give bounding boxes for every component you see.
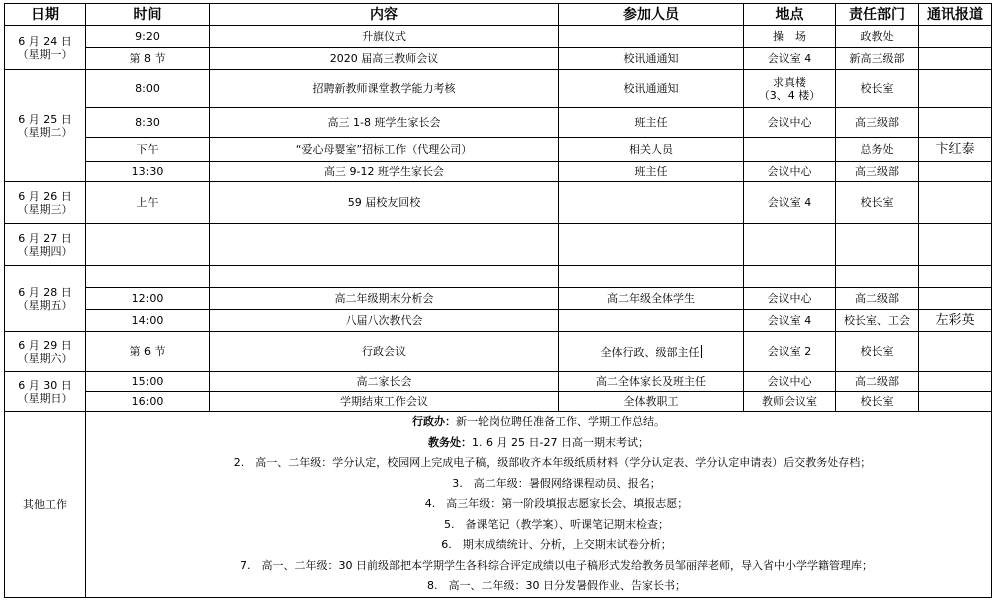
other-work-row xyxy=(5,412,992,598)
table-row xyxy=(5,108,992,138)
reporter-cell xyxy=(919,182,992,224)
list-item: 6. 期末成绩统计、分析，上交期末试卷分析； xyxy=(441,538,672,552)
department-cell xyxy=(836,224,919,266)
reporter-cell xyxy=(919,266,992,288)
location-cell: 会议室 4 xyxy=(744,48,836,70)
weekday-label: （星期六） xyxy=(17,351,73,365)
list-item: 5. 备课笔记（教学案）、听课笔记期末检查； xyxy=(444,517,669,531)
time-cell: 第 8 节 xyxy=(86,48,210,70)
list-item: 3. 高二年级：暑假网络课程动员、报名； xyxy=(452,476,661,490)
date-cell-jun27 xyxy=(5,224,86,266)
weekday-label: （星期一） xyxy=(17,47,73,61)
time-cell: 14:00 xyxy=(86,310,210,332)
date-cell-jun29 xyxy=(5,332,86,372)
participants-cell: 相关人员 xyxy=(559,138,744,162)
time-cell: 16:00 xyxy=(86,392,210,412)
weekday-label: （星期四） xyxy=(17,244,73,258)
content-cell: 行政会议 xyxy=(210,332,559,372)
list-item: 8. 高一、二年级：30 日分发暑假作业、告家长书； xyxy=(427,579,686,593)
content-cell: 高二年级期末分析会 xyxy=(210,288,559,310)
reporter-cell xyxy=(919,392,992,412)
participants-cell: 高二全体家长及班主任 xyxy=(559,372,744,392)
weekly-schedule-table xyxy=(4,3,992,598)
location-cell: 教师会议室 xyxy=(744,392,836,412)
department-cell: 校长室 xyxy=(836,182,919,224)
header-content: 内容 xyxy=(210,4,559,26)
table-row xyxy=(5,266,992,288)
reporter-cell xyxy=(919,372,992,392)
location-cell: 会议中心 xyxy=(744,162,836,182)
time-cell: 8:30 xyxy=(86,108,210,138)
content-cell: 八届八次教代会 xyxy=(210,310,559,332)
date-cell-jun25 xyxy=(5,70,86,182)
department-cell: 总务处 xyxy=(836,138,919,162)
department-cell: 校长室、工会 xyxy=(836,310,919,332)
table-row xyxy=(5,48,992,70)
reporter-cell xyxy=(919,48,992,70)
table-row xyxy=(5,26,992,48)
table-row xyxy=(5,182,992,224)
list-item: 4. 高三年级：第一阶段填报志愿家长会、填报志愿； xyxy=(424,497,689,511)
header-row xyxy=(5,4,992,26)
date-cell-jun24 xyxy=(5,26,86,70)
table-row xyxy=(5,392,992,412)
content-cell: 高三 1-8 班学生家长会 xyxy=(210,108,559,138)
academic-text: 1. 6 月 25 日-27 日高一期末考试； xyxy=(472,435,649,449)
participants-cell: 校讯通通知 xyxy=(559,70,744,108)
weekday-label: （星期二） xyxy=(17,125,73,139)
content-cell: 招聘新教师课堂教学能力考核 xyxy=(210,70,559,108)
table-row xyxy=(5,138,992,162)
time-cell: 9:20 xyxy=(86,26,210,48)
content-cell: 学期结束工作会议 xyxy=(210,392,559,412)
content-cell: “爱心母婴室”招标工作（代理公司） xyxy=(210,138,559,162)
content-cell xyxy=(210,266,559,288)
participants-cell xyxy=(559,310,744,332)
reporter-cell xyxy=(919,224,992,266)
date-cell-jun30 xyxy=(5,372,86,412)
reporter-cell: 卞红泰 xyxy=(919,138,992,162)
text-cursor xyxy=(701,345,702,358)
department-cell: 政教处 xyxy=(836,26,919,48)
weekday-label: （星期三） xyxy=(17,202,73,216)
academic-label: 教务处： xyxy=(428,435,473,449)
location-cell: 会议中心 xyxy=(744,288,836,310)
date-label: 6 月 29 日 xyxy=(18,338,72,352)
participants-cell: 高二年级全体学生 xyxy=(559,288,744,310)
date-label: 6 月 26 日 xyxy=(18,189,72,203)
location-cell: 求真楼 （3、4 楼） xyxy=(744,70,836,108)
location-cell: 会议室 4 xyxy=(744,182,836,224)
department-cell: 高三级部 xyxy=(836,162,919,182)
list-item: 7. 高一、二年级：30 日前级部把本学期学生各科综合评定成绩以电子稿形式发给教务员邹丽萍老师，导入省中小学学籍管理库； xyxy=(240,558,873,572)
location-cell: 会议中心 xyxy=(744,108,836,138)
department-cell: 新高三级部 xyxy=(836,48,919,70)
other-work-label: 其他工作 xyxy=(5,412,86,598)
location-cell xyxy=(744,138,836,162)
table-row xyxy=(5,372,992,392)
time-cell: 13:30 xyxy=(86,162,210,182)
table-row xyxy=(5,310,992,332)
admin-text: 新一轮岗位聘任准备工作、学期工作总结。 xyxy=(456,415,665,429)
table-row xyxy=(5,288,992,310)
content-cell: 高二家长会 xyxy=(210,372,559,392)
content-cell: 高三 9-12 班学生家长会 xyxy=(210,162,559,182)
time-cell: 12:00 xyxy=(86,288,210,310)
participants-cell xyxy=(559,182,744,224)
table-row xyxy=(5,70,992,108)
time-cell: 8:00 xyxy=(86,70,210,108)
department-cell xyxy=(836,266,919,288)
header-location: 地点 xyxy=(744,4,836,26)
reporter-cell xyxy=(919,288,992,310)
date-label: 6 月 30 日 xyxy=(18,378,72,392)
reporter-cell xyxy=(919,332,992,372)
time-cell: 下午 xyxy=(86,138,210,162)
content-cell: 59 届校友回校 xyxy=(210,182,559,224)
participants-cell xyxy=(559,266,744,288)
list-item: 2. 高一、二年级：学分认定，校园网上完成电子稿，级部收齐本年级纸质材料（学分认定表、学分认定申请表）后交教务处存档； xyxy=(233,456,872,470)
header-date: 日期 xyxy=(5,4,86,26)
other-work-content xyxy=(86,412,992,598)
admin-label: 行政办： xyxy=(412,415,456,429)
content-cell: 升旗仪式 xyxy=(210,26,559,48)
weekday-label: （星期五） xyxy=(17,298,73,312)
participants-cell: 班主任 xyxy=(559,108,744,138)
time-cell: 上午 xyxy=(86,182,210,224)
participants-cell[interactable] xyxy=(559,332,744,372)
location-cell: 会议室 4 xyxy=(744,310,836,332)
department-cell: 高二级部 xyxy=(836,372,919,392)
location-cell: 会议中心 xyxy=(744,372,836,392)
header-department: 责任部门 xyxy=(836,4,919,26)
time-cell xyxy=(86,266,210,288)
department-cell: 高三级部 xyxy=(836,108,919,138)
weekday-label: （星期日） xyxy=(17,391,73,405)
academic-line xyxy=(88,433,989,454)
time-cell: 第 6 节 xyxy=(86,332,210,372)
time-cell xyxy=(86,224,210,266)
participants-cell: 班主任 xyxy=(559,162,744,182)
reporter-cell xyxy=(919,70,992,108)
location-cell xyxy=(744,224,836,266)
header-time: 时间 xyxy=(86,4,210,26)
header-participants: 参加人员 xyxy=(559,4,744,26)
header-reporter: 通讯报道 xyxy=(919,4,992,26)
date-label: 6 月 28 日 xyxy=(18,285,72,299)
department-cell: 校长室 xyxy=(836,70,919,108)
department-cell: 高二级部 xyxy=(836,288,919,310)
location-cell: 操 场 xyxy=(744,26,836,48)
reporter-cell xyxy=(919,108,992,138)
participants-cell: 校讯通通知 xyxy=(559,48,744,70)
table-row xyxy=(5,162,992,182)
location-cell xyxy=(744,266,836,288)
participants-text: 全体行政、级部主任 xyxy=(600,345,700,359)
participants-cell xyxy=(559,224,744,266)
location-cell: 会议室 2 xyxy=(744,332,836,372)
date-cell-jun26 xyxy=(5,182,86,224)
date-cell-jun28 xyxy=(5,266,86,332)
content-cell xyxy=(210,224,559,266)
table-row xyxy=(5,332,992,372)
time-cell: 15:00 xyxy=(86,372,210,392)
department-cell: 校长室 xyxy=(836,392,919,412)
reporter-cell: 左彩英 xyxy=(919,310,992,332)
admin-line xyxy=(88,412,989,433)
table-row xyxy=(5,224,992,266)
reporter-cell xyxy=(919,162,992,182)
content-cell: 2020 届高三教师会议 xyxy=(210,48,559,70)
department-cell: 校长室 xyxy=(836,332,919,372)
participants-cell xyxy=(559,26,744,48)
date-label: 6 月 24 日 xyxy=(18,34,72,48)
date-label: 6 月 27 日 xyxy=(18,231,72,245)
participants-cell: 全体教职工 xyxy=(559,392,744,412)
reporter-cell xyxy=(919,26,992,48)
date-label: 6 月 25 日 xyxy=(18,112,72,126)
